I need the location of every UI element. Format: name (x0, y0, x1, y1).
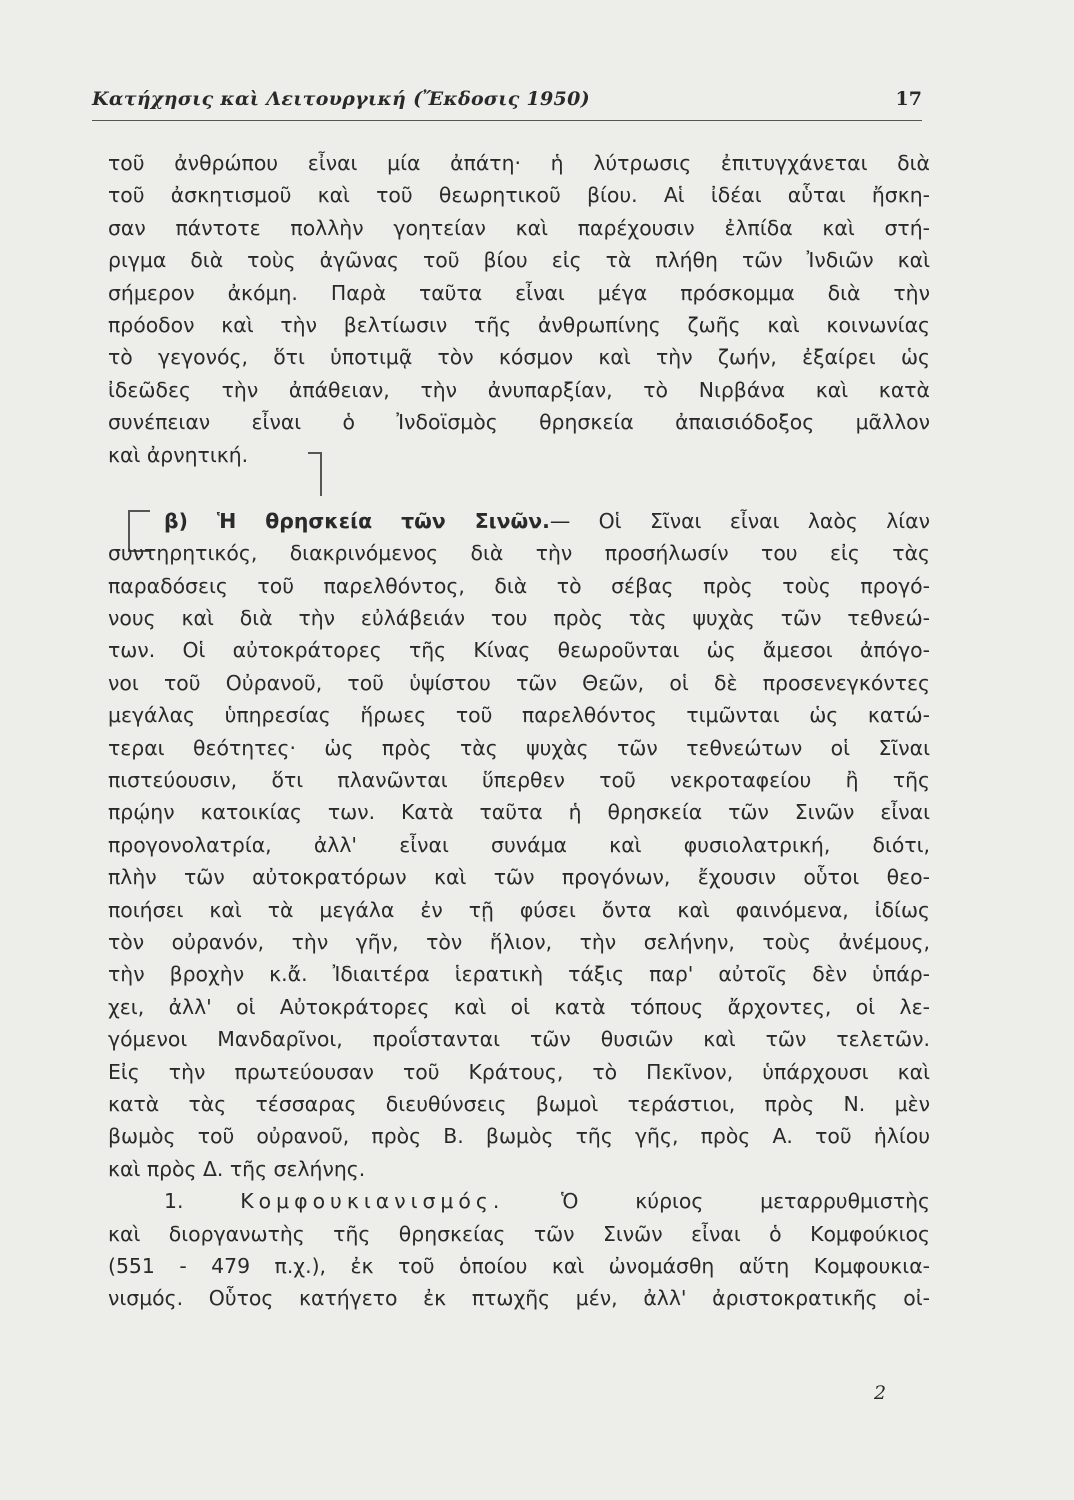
text-line: χει, ἀλλ' οἱ Αὐτοκράτορες καὶ οἱ κατὰ τόπους ἄρχοντες, οἱ λε- (108, 994, 930, 1019)
text-line: πλὴν τῶν αὐτοκρατόρων καὶ τῶν προγόνων, ἔχουσιν οὗτοι θεο- (108, 865, 930, 890)
text-line: σαν πάντοτε πολλὴν γοητείαν καὶ παρέχουσιν ἐλπίδα καὶ στή- (108, 215, 930, 240)
text-line: προγονολατρία, ἀλλ' εἶναι συνάμα καὶ φυσιολατρική, διότι, (108, 832, 930, 857)
text-line: (551 - 479 π.χ.), ἐκ τοῦ ὁποίου καὶ ὠνομάσθη αὕτη Κομφουκια- (108, 1253, 930, 1278)
text-line: τὸ γεγονός, ὅτι ὑποτιμᾷ τὸν κόσμον καὶ τὴν ζωήν, ἐξαίρει ὡς (108, 345, 930, 370)
text-line: παραδόσεις τοῦ παρελθόντος, διὰ τὸ σέβας πρὸς τοὺς προγό- (108, 573, 930, 598)
text-line: νισμός. Οὗτος κατήγετο ἐκ πτωχῆς μέν, ἀλλ' ἀριστοκρατικῆς οἰ- (108, 1286, 930, 1311)
section-1 (108, 1185, 930, 1315)
text-line: καὶ ἀρνητική. (108, 442, 249, 467)
body-text (108, 147, 930, 1315)
section-1-number: 1. (164, 1189, 184, 1214)
text-line: καὶ πρὸς Δ. τῆς σελήνης. (108, 1156, 366, 1181)
text-line: τὸν οὐρανόν, τὴν γῆν, τὸν ἥλιον, τὴν σελήνην, τοὺς ἀνέμους, (108, 929, 930, 954)
section-1-heading: Κομφουκιανισμός. (240, 1189, 505, 1214)
text-line: βωμὸς τοῦ οὐρανοῦ, πρὸς Β. βωμὸς τῆς γῆς, πρὸς Α. τοῦ ἡλίου (108, 1124, 930, 1149)
paragraph-1 (108, 147, 930, 471)
text-line: πρόοδον καὶ τὴν βελτίωσιν τῆς ἀνθρωπίνης ζωῆς καὶ κοινωνίας (108, 312, 930, 337)
page-number: 17 (895, 88, 922, 110)
section-b (108, 505, 930, 1185)
text-line: ποιήσει καὶ τὰ μεγάλα ἐν τῇ φύσει ὄντα καὶ φαινόμενα, ἰδίως (108, 897, 930, 922)
text-line: νους καὶ διὰ τὴν εὐλάβειάν του πρὸς τὰς ψυχὰς τῶν τεθνεώ- (108, 606, 930, 631)
signature-mark: 2 (874, 1382, 887, 1404)
section-1-first-line (108, 1185, 930, 1217)
text-line: καὶ διοργανωτὴς τῆς θρησκείας τῶν Σινῶν εἶναι ὁ Κομφούκιος (108, 1221, 930, 1246)
text-line: ριγμα διὰ τοὺς ἀγῶνας τοῦ βίου εἰς τὰ πλήθη τῶν Ἰνδιῶν καὶ (108, 248, 930, 273)
text-line: συντηρητικός, διακρινόμενος διὰ τὴν προσήλωσίν του εἰς τὰς (108, 541, 930, 566)
header-title: Κατήχησις καὶ Λειτουργική (Ἔκδοσις 1950) (92, 88, 590, 110)
text-line: νοι τοῦ Οὐρανοῦ, τοῦ ὑψίστου τῶν Θεῶν, οἱ δὲ προσενεγκόντες (108, 670, 930, 695)
running-header (92, 88, 922, 121)
text-line: τεραι θεότητες· ὡς πρὸς τὰς ψυχὰς τῶν τεθνεώτων οἱ Σῖναι (108, 735, 930, 760)
text-line: γόμενοι Μανδαρῖνοι, προΐστανται τῶν θυσιῶν καὶ τῶν τελετῶν. (108, 1027, 930, 1052)
text-line: πρῴην κατοικίας των. Κατὰ ταῦτα ἡ θρησκεία τῶν Σινῶν εἶναι (108, 800, 930, 825)
section-b-heading: β) Ἡ θρησκεία τῶν Σινῶν. (164, 508, 550, 533)
text-line: κατὰ τὰς τέσσαρας διευθύνσεις βωμοὶ τεράστιοι, πρὸς Ν. μὲν (108, 1091, 930, 1116)
text-line: Εἰς τὴν πρωτεύουσαν τοῦ Κράτους, τὸ Πεκῖνον, ὑπάρχουσι καὶ (108, 1059, 930, 1084)
text-line: μεγάλας ὑπηρεσίας ἥρωες τοῦ παρελθόντος τιμῶνται ὡς κατώ- (108, 703, 930, 728)
section-b-first-line (108, 505, 930, 537)
text-line: σήμερον ἀκόμη. Παρὰ ταῦτα εἶναι μέγα πρόσκομμα διὰ τὴν (108, 280, 930, 305)
text-line: συνέπειαν εἶναι ὁ Ἰνδοϊσμὸς θρησκεία ἀπαισιόδοξος μᾶλλον (108, 410, 930, 435)
text-line: των. Οἱ αὐτοκράτορες τῆς Κίνας θεωροῦνται ὡς ἄμεσοι ἀπόγο- (108, 638, 930, 663)
text-line: τοῦ ἀσκητισμοῦ καὶ τοῦ θεωρητικοῦ βίου. Αἱ ἰδέαι αὗται ἤσκη- (108, 183, 930, 208)
text-line: τὴν βροχὴν κ.ἄ. Ἰδιαιτέρα ἱερατικὴ τάξις παρ' αὐτοῖς δὲν ὑπάρ- (108, 962, 930, 987)
text-line: ἰδεῶδες τὴν ἀπάθειαν, τὴν ἀνυπαρξίαν, τὸ Νιρβάνα καὶ κατὰ (108, 377, 930, 402)
text-line: τοῦ ἀνθρώπου εἶναι μία ἀπάτη· ἡ λύτρωσις ἐπιτυγχάνεται διὰ (108, 151, 930, 175)
section-1-first-line-rest: Ὁ κύριος μεταρρυθμιστὴς (561, 1189, 931, 1214)
section-b-first-line-rest: — Οἱ Σῖναι εἶναι λαὸς λίαν (549, 508, 930, 533)
text-line: πιστεύουσιν, ὅτι πλανῶνται ὕπερθεν τοῦ νεκροταφείου ἢ τῆς (108, 768, 930, 793)
